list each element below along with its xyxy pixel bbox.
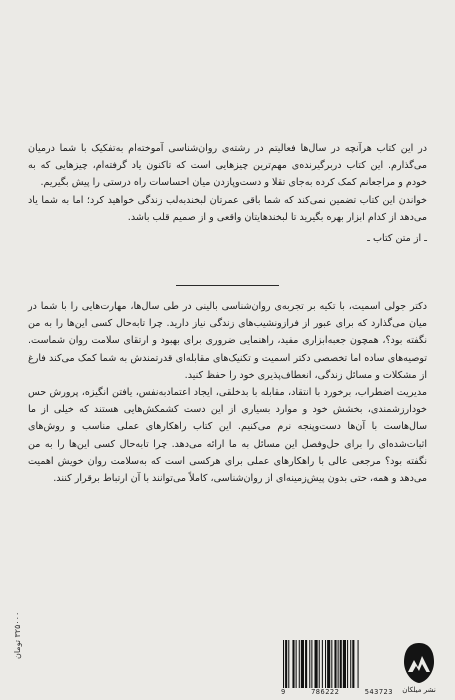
barcode-icon [281,640,393,688]
barcode-bar [331,640,332,688]
barcode-bar [319,640,320,688]
description-paragraph-2: مدیریت اضطراب، برخورد با انتقاد، مقابله با بدخلقی، ایجاد اعتمادبه‌نفس، یافتن انگیزه، پرورش حس خودارزشمندی، بخشش خود و موارد بسیاری از این دست کشمکش‌هایی هستند که خیلی از ما سال‌هاست با آن‌ها دست‌وپنجه نرم می‌کنیم. این کتاب راهکارهای عملی مناسب و روش‌های اثبات‌شده‌ای را برای حل‌وفصل این مسائل به ما ارائه می‌دهد. چرا تابه‌حال کسی این‌ها را به من نگفته بود؟ مرجعی عالی با راهکارهای عملی برای هرکسی است که به‌سلامت روان خویش اهمیت می‌دهد و همه، حتی بدون پیش‌زمینه‌ای از روان‌شناسی، کاملاً می‌توانند با آن ارتباط برقرار کنند. [28,387,427,485]
barcode-bar [315,640,318,688]
barcode-digit-group-3: 543723 [364,688,393,696]
price-label: ۳۲۵۰۰۰ تومان [13,612,22,660]
barcode-bar [338,640,339,688]
barcode-bar [296,640,297,688]
barcode-bar [283,640,284,688]
publisher-logo [398,642,440,698]
description-paragraph-1: دکتر جولی اسمیت، با تکیه بر تجربه‌ی روان‌شناسی بالینی در طی سال‌ها، مهارت‌هایی را با شما در میان می‌گذارد که برای عبور از فرازونشیب‌های زندگی نیاز دارید. چرا تابه‌حال کسی این‌ها را به من نگفته بود؟، همچون جعبه‌ابزاری مفید، راهنمایی ضروری برای بهبود و ارتقای سلامت روان شماست. توصیه‌های ساده اما تخصصی دکتر اسمیت و تکنیک‌های مقابله‌ای قدرتمندش به شما کمک می‌کند فارغ از مشکلات و مسائل زندگی، انعطاف‌پذیری خود را حفظ کنید. [28,301,427,381]
barcode-digit-group-2: 786222 [311,688,340,696]
barcode-bar [334,640,336,688]
barcode-bar [299,640,300,688]
excerpt-paragraph-2: خواندن این کتاب تضمین نمی‌کند که شما باقی عمرتان لبخندبه‌لب زندگی خواهید کرد؛ اما به شما یاد می‌دهد از کدام ابزار بهره بگیرید تا لبخندهایتان واقعی و از صمیم قلب باشد. [28,194,427,223]
barcode-bar [347,640,348,688]
publisher-name: نشر میلکان [402,686,436,694]
section-divider [176,285,279,286]
description-block [28,298,427,487]
barcode-bar [352,640,354,688]
excerpt-paragraph-1: در این کتاب هرآنچه در سال‌ها فعالیتم در رشته‌ی روان‌شناسی آموخته‌ام به‌تفکیک با شما درمیان می‌گذارم. این کتاب دربرگیرنده‌ی مهم‌ترین چیزهایی است که تاکنون یاد گرفته‌ام، چیزهایی که به خودم و مراجعانم کمک کرده به‌جای تقلا و دست‌وپازدن میان احساسات راه درستی را پیش بگیریم. [28,143,427,189]
isbn-barcode [281,640,393,698]
barcode-bar [309,640,310,688]
barcode-bar [325,640,326,688]
barcode-digit-group-1: 9 [281,688,286,696]
excerpt-block [28,140,427,247]
barcode-bar [340,640,342,688]
publisher-logo-icon [402,642,436,684]
barcode-bar [301,640,304,688]
barcode-bar [305,640,307,688]
barcode-bar [288,640,289,688]
barcode-bar [311,640,312,688]
barcode-bar [343,640,346,688]
excerpt-source: ـ از متن کتاب ـ [367,233,427,245]
barcode-bar [285,640,287,688]
barcode-digits [281,688,393,696]
barcode-bar [358,640,359,688]
barcode-bar [350,640,351,688]
barcode-bar [292,640,294,688]
barcode-bar [327,640,330,688]
barcode-bar [322,640,323,688]
